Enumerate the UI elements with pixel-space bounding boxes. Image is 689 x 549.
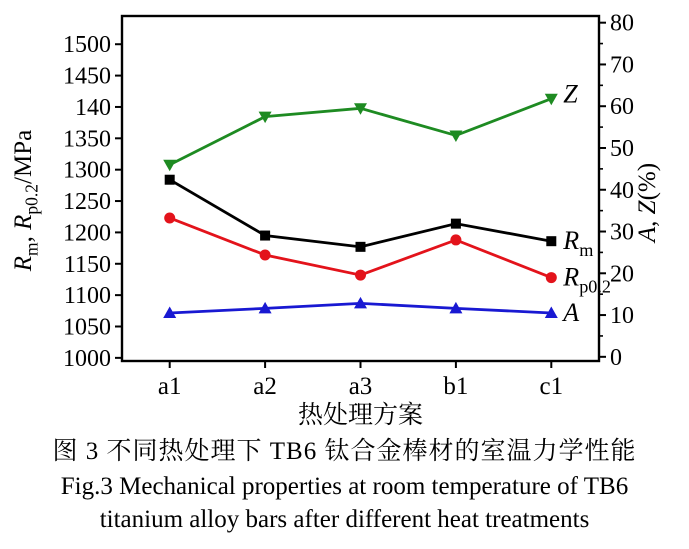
square-marker (451, 219, 461, 229)
right-tick-label: 30 (610, 219, 634, 246)
right-tick-label: 70 (610, 52, 634, 79)
right-tick-label: 20 (610, 261, 634, 288)
right-axis-title: A, Z(%) (634, 162, 661, 243)
caption-english-line1: Fig.3 Mechanical properties at room temperature of TB6 (60, 473, 629, 500)
series-label-A: A (563, 297, 580, 327)
right-tick-label: 40 (610, 177, 634, 204)
series-label-Z: Z (563, 79, 578, 109)
right-tick-label: 80 (610, 10, 634, 37)
x-tick-label: a3 (348, 373, 373, 400)
square-marker (165, 175, 175, 185)
left-tick-label: 1000 (63, 345, 111, 372)
caption-english-line2: titanium alloy bars after different heat treatments (99, 506, 590, 533)
left-tick-label: 1200 (63, 220, 111, 247)
x-axis (158, 361, 563, 429)
series-label-Rp0.2: $R_{p0.2}$ (563, 262, 612, 297)
figure-caption (0, 434, 689, 536)
x-axis-title: 热处理方案 (297, 402, 424, 429)
series-label-Rm: $R_m$ (563, 226, 594, 260)
square-marker (546, 236, 556, 246)
triangle-down-marker (163, 160, 176, 172)
series-Z (163, 80, 578, 171)
right-tick-label: 10 (610, 303, 634, 330)
left-axis-title: $R_m$, $R_{p0.2}$/MPa (10, 129, 42, 272)
x-tick-label: c1 (539, 373, 564, 400)
triangle-down-marker (449, 130, 462, 142)
series-line-Rm (170, 180, 552, 247)
left-tick-label: 1100 (63, 283, 111, 310)
left-tick-label: 1500 (63, 32, 111, 59)
square-marker (356, 242, 366, 252)
x-tick-label: a1 (157, 373, 182, 400)
circle-marker (450, 234, 461, 245)
circle-marker (355, 270, 366, 281)
right-tick-label: 60 (610, 94, 634, 121)
left-tick-label: 1150 (63, 251, 111, 278)
caption-chinese: 图 3 不同热处理下 TB6 钛合金棒材的室温力学性能 (52, 438, 637, 465)
series-Rm (165, 175, 594, 260)
circle-marker (164, 212, 175, 223)
x-tick-label: b1 (443, 373, 469, 400)
series-Rp0.2 (164, 212, 611, 296)
left-tick-label: 1350 (63, 126, 111, 153)
left-tick-label: 1250 (63, 189, 111, 216)
left-tick-label: 140 (75, 94, 111, 121)
left-tick-label: 1300 (63, 157, 111, 184)
left-tick-label: 1450 (63, 63, 111, 90)
right-axis (599, 11, 661, 371)
right-tick-label: 0 (610, 344, 622, 371)
x-tick-label: a2 (253, 373, 277, 400)
left-tick-label: 1050 (63, 314, 111, 341)
left-axis (10, 32, 122, 372)
right-tick-label: 50 (610, 135, 634, 162)
series-A (163, 297, 579, 327)
circle-marker (260, 249, 271, 260)
circle-marker (546, 272, 557, 283)
plot-frame (122, 16, 599, 361)
square-marker (260, 231, 270, 241)
